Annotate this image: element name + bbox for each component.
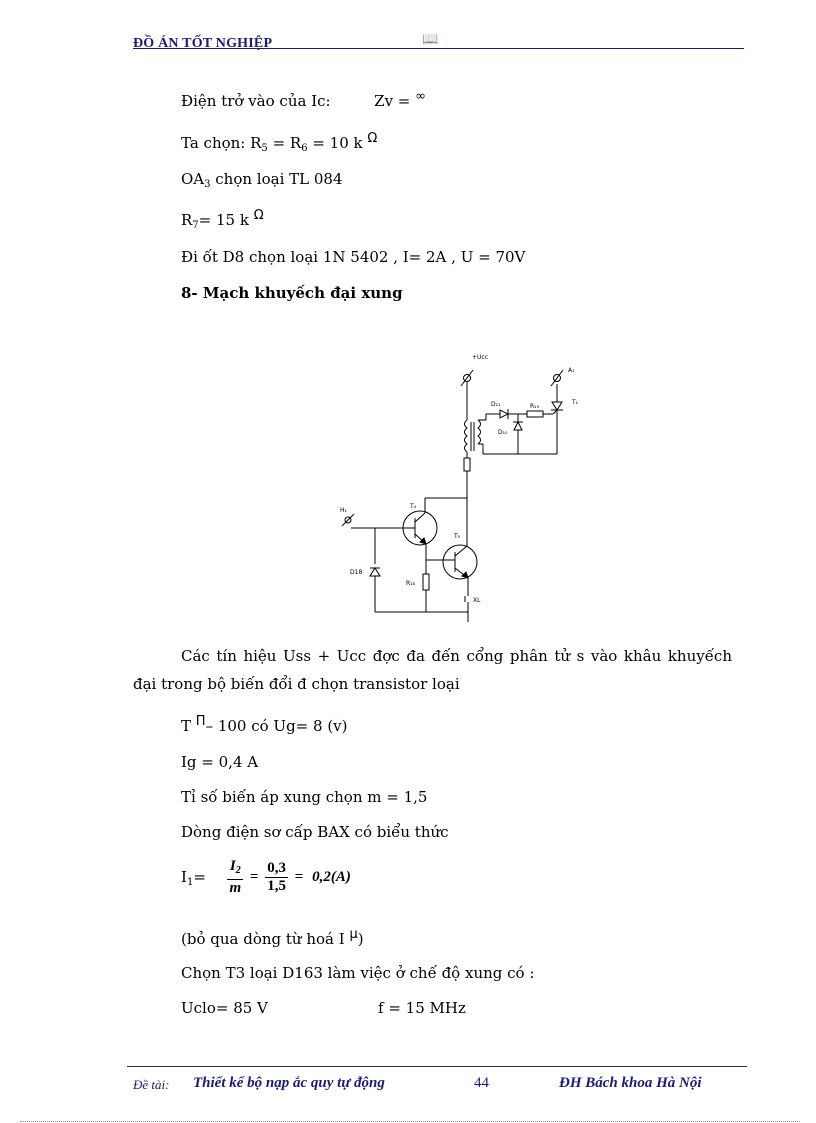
r19-resistor: [527, 411, 543, 417]
numerator-value: 0,3: [267, 860, 286, 876]
m-symbol: m: [229, 880, 242, 896]
r7-line: [181, 208, 264, 231]
transistor-spec: – 100 có Ug= 8 (v): [205, 717, 348, 735]
xl-label: XL: [473, 597, 481, 604]
r6-text: = R: [267, 134, 302, 152]
body-paragraph: Các tín hiệu Uss + Ucc đợc đa đến cổng phân tử s vào khâu khuyếch đại trong bộ biến đổi đ chọn transistor loại: [133, 647, 732, 693]
ignore-close: ): [357, 930, 364, 948]
ignore-magnetizing-line: [181, 927, 364, 948]
fraction-i2-m: [227, 858, 243, 897]
d11-diode: [500, 410, 508, 418]
resistor-choice-line: [181, 131, 377, 154]
i2-sub: 2: [235, 865, 241, 876]
eq-sign-1: =: [249, 869, 259, 885]
r7-text: R: [181, 211, 193, 229]
d18-label: D18: [350, 569, 363, 576]
ig-line: Ig = 0,4 A: [181, 753, 259, 771]
r6-sub: 6: [301, 143, 308, 154]
d18-diode: [370, 568, 380, 576]
uclo-value: Uclo= 85 V: [181, 999, 268, 1017]
footer-topic-label: Đề tài:: [133, 1077, 170, 1092]
primary-current-line: Dòng điện sơ cấp BAX có biểu thức: [181, 823, 449, 841]
transformer-secondary: [478, 420, 481, 444]
r7-value: = 15 k: [198, 211, 249, 229]
footer-rule: [127, 1066, 747, 1067]
d11-label: D₁₁: [491, 401, 501, 408]
footer-school: ĐH Bách khoa Hà Nội: [559, 1075, 702, 1091]
ohm-symbol: Ω: [367, 131, 378, 146]
fraction-values: [265, 860, 288, 895]
header-rule: [133, 48, 744, 49]
r-value: = 10 k: [307, 134, 363, 152]
vcc-label: +Ucc: [472, 354, 489, 361]
input-impedance-line: [181, 89, 426, 110]
footer-topic: Thiết kế bộ nạp ắc quy tự động: [193, 1075, 385, 1091]
infinity-symbol: ∞: [415, 89, 426, 104]
oa-text: OA: [181, 170, 205, 188]
t5-label: T₅: [454, 533, 461, 540]
r19-label: R₁₉: [530, 403, 539, 410]
primary-resistor: [464, 458, 470, 471]
r5-sub: 5: [261, 143, 268, 154]
transformer-primary: [465, 420, 468, 452]
t4-label: T₄: [410, 503, 417, 510]
t1-label: T₁: [572, 399, 579, 406]
i1-symbol: I: [181, 867, 187, 886]
d10-label: D₁₀: [498, 429, 508, 436]
ignore-text: (bỏ qua dòng từ hoá I: [181, 930, 350, 948]
oa-choice: chọn loại TL 084: [210, 170, 343, 188]
t-text: T: [181, 717, 196, 735]
h1-label: H₁: [340, 507, 347, 514]
ohm-symbol: Ω: [253, 208, 264, 223]
d10-diode: [514, 422, 522, 430]
input-impedance-label: Điện trở vào của Ic:: [181, 92, 331, 110]
mu-symbol: μ: [349, 927, 358, 942]
denominator-value: 1,5: [267, 878, 286, 894]
t3-choice-line: Chọn T3 loại D163 làm việc ở chế độ xung có :: [181, 964, 535, 982]
r18-label: R₁₈: [406, 580, 415, 587]
r7-sub: 7: [192, 220, 199, 231]
diode-choice-line: Đi ốt D8 chọn loại 1N 5402 , I= 2A , U = 70V: [181, 248, 526, 266]
r18-resistor: [423, 574, 429, 590]
i2-symbol: I: [229, 858, 236, 874]
i1-sub: 1: [186, 876, 194, 888]
r5-text: Ta chọn: R: [181, 134, 262, 152]
eq-sign-2: =: [294, 869, 304, 885]
opamp-choice-line: [181, 170, 343, 190]
section-heading: 8- Mạch khuyếch đại xung: [181, 284, 403, 302]
frequency-value: f = 15 MHz: [378, 999, 466, 1017]
book-icon: 📖: [422, 32, 439, 47]
zv-expression: Zv =: [374, 92, 411, 110]
i1-eq: =: [193, 867, 206, 886]
a1-label: A₁: [568, 367, 575, 374]
pi-symbol: Π: [195, 714, 206, 729]
header-title: ĐỒ ÁN TỐT NGHIỆP: [133, 36, 273, 51]
ratio-line: Tỉ số biến áp xung chọn m = 1,5: [181, 788, 428, 806]
formula-result: 0,2(A): [312, 869, 351, 885]
page-number: 44: [474, 1075, 489, 1091]
page-bottom-border: [20, 1121, 800, 1122]
pulse-amplifier-circuit: [330, 350, 590, 625]
transistor-type-line: [181, 714, 348, 735]
oa-sub: 3: [204, 179, 211, 190]
transistor-t5: [443, 545, 477, 579]
current-formula: [181, 858, 353, 897]
thyristor-t1: [552, 402, 562, 410]
